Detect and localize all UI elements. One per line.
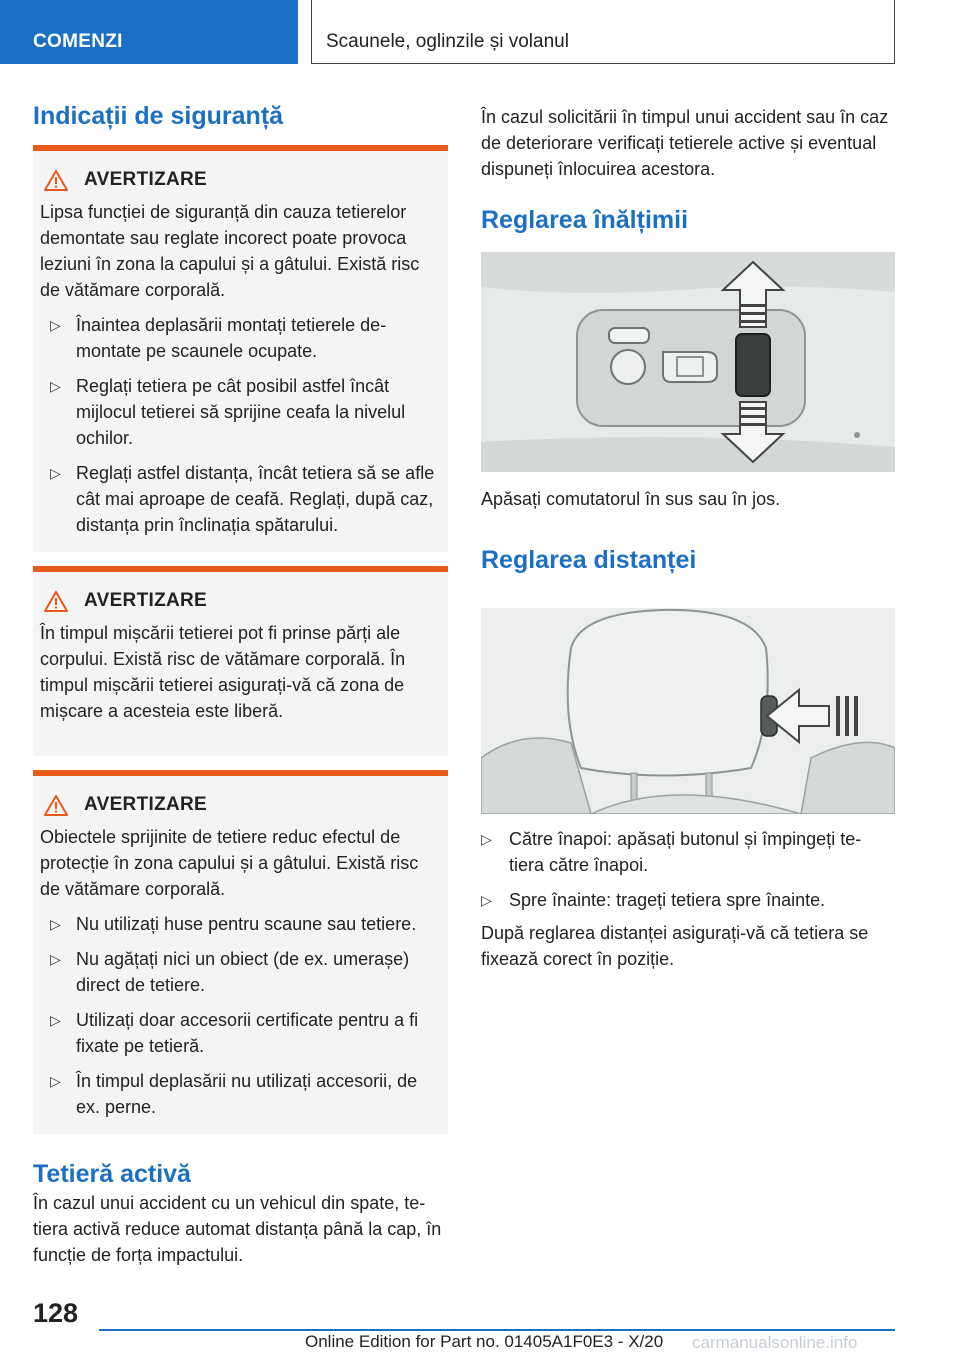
seat-switch-image [481,252,895,472]
warning-header [40,169,436,191]
distance-note: După reglarea distanței asigurați-vă că tetiera se fixează corect în poziție. [481,923,869,969]
warning-box [33,145,448,552]
footer-divider [99,1329,895,1331]
intro-text: În cazul solicitării în timpul unui accident sau în caz de deteriorare verificați tetierele active și eventual dispuneți înlocuirea acestora. [481,107,889,179]
list-item-text: Nu utilizați huse pentru scaune sau tetiere. [76,914,417,934]
warning-label: AVERTIZARE [84,590,207,611]
list-item-text: În timpul deplasării nu utilizați accesorii, de ex. perne. [76,1071,418,1117]
warning-text: În timpul mișcării tetierei pot fi prinse părți ale corpului. Există risc de vătămare corporală. În timpul mișcării tetierei asigurați-vă că zona de mișcare a acesteia este liberă. [40,623,406,721]
section-header [311,0,895,64]
warning-box [33,770,448,1134]
triangle-bullet-icon: ▷ [50,317,61,333]
section-title-distance: Reglarea distanței [481,546,697,574]
list-item [40,911,436,937]
triangle-bullet-icon: ▷ [50,1012,61,1028]
list-item-text: Înaintea deplasării montați tetierele de-montate pe scaunele ocupate. [76,315,387,361]
list-item [40,1068,436,1120]
triangle-bullet-icon: ▷ [50,378,61,394]
warning-triangle-icon [44,170,68,191]
list-item [481,887,895,913]
list-item [40,946,436,998]
list-item-text: Către înapoi: apăsați butonul și împingeți te-tiera către înapoi. [509,829,862,875]
warning-triangle-icon [44,591,68,612]
headrest-distance-illustration [481,608,895,814]
warning-text: Obiectele sprijinite de tetiere reduc efectul de protecție în zona capului și a gâtului. Există risc de vătămare corporală. [40,827,419,899]
list-item [40,312,436,364]
warning-triangle-icon [44,795,68,816]
list-item-text: Reglați astfel distanța, încât tetiera să se afle cât mai aproape de ceafă. Reglați, după caz, distanța prin înclinația spătarului. [76,463,435,535]
warning-header [40,590,436,612]
warning-label: AVERTIZARE [84,169,207,190]
headrest-image [481,608,895,814]
list-item-text: Utilizați doar accesorii certificate pentru a fi fixate pe tetieră. [76,1010,419,1056]
list-item-text: Nu agățați nici un obiect (de ex. umerașe) direct de tetiere. [76,949,410,995]
active-headrest-text: În cazul unui accident cu un vehicul din spate, te-tiera activă reduce automat distanța până la cap, în funcție de forța impactului. [33,1193,442,1265]
list-item [40,1007,436,1059]
left-column [33,100,448,1268]
chapter-tab [0,0,298,64]
warning-label: AVERTIZARE [84,794,207,815]
warning-box [33,566,448,756]
list-item-text: Spre înainte: trageți tetiera spre înainte. [509,890,826,910]
warning-header [40,794,436,816]
page-number: 128 [33,1298,79,1328]
footer-edition: Online Edition for Part no. 01405A1F0E3 - X/20 [305,1332,664,1351]
warning-text: Lipsa funcției de siguranță din cauza tetierelor demontate sau reglate incorect poate provoca leziuni în zona la capului și a gâtului. Există risc de vătămare corporală. [40,202,420,300]
watermark: carmanualsonline.info [692,1333,858,1352]
section-title-active-headrest: Tetieră activă [33,1160,191,1188]
list-item-text: Reglați tetiera pe cât posibil astfel încât mijlocul tetierei să sprijine ceafa la nivelul ochilor. [76,376,406,448]
triangle-bullet-icon: ▷ [50,916,61,932]
triangle-bullet-icon: ▷ [50,465,61,481]
list-item [481,826,895,878]
list-item [40,460,436,538]
triangle-bullet-icon: ▷ [50,1073,61,1089]
list-item [40,373,436,451]
section-label: Scaunele, oglinzile și volanul [326,31,569,52]
page-title: Indicații de siguranță [33,102,284,130]
triangle-bullet-icon: ▷ [481,892,492,908]
height-caption: Apăsați comutatorul în sus sau în jos. [481,489,781,509]
height-switch-illustration [481,252,895,472]
triangle-bullet-icon: ▷ [481,831,492,847]
chapter-label: COMENZI [33,31,123,52]
section-title-height: Reglarea înălțimii [481,206,689,234]
right-column [481,100,895,972]
triangle-bullet-icon: ▷ [50,951,61,967]
